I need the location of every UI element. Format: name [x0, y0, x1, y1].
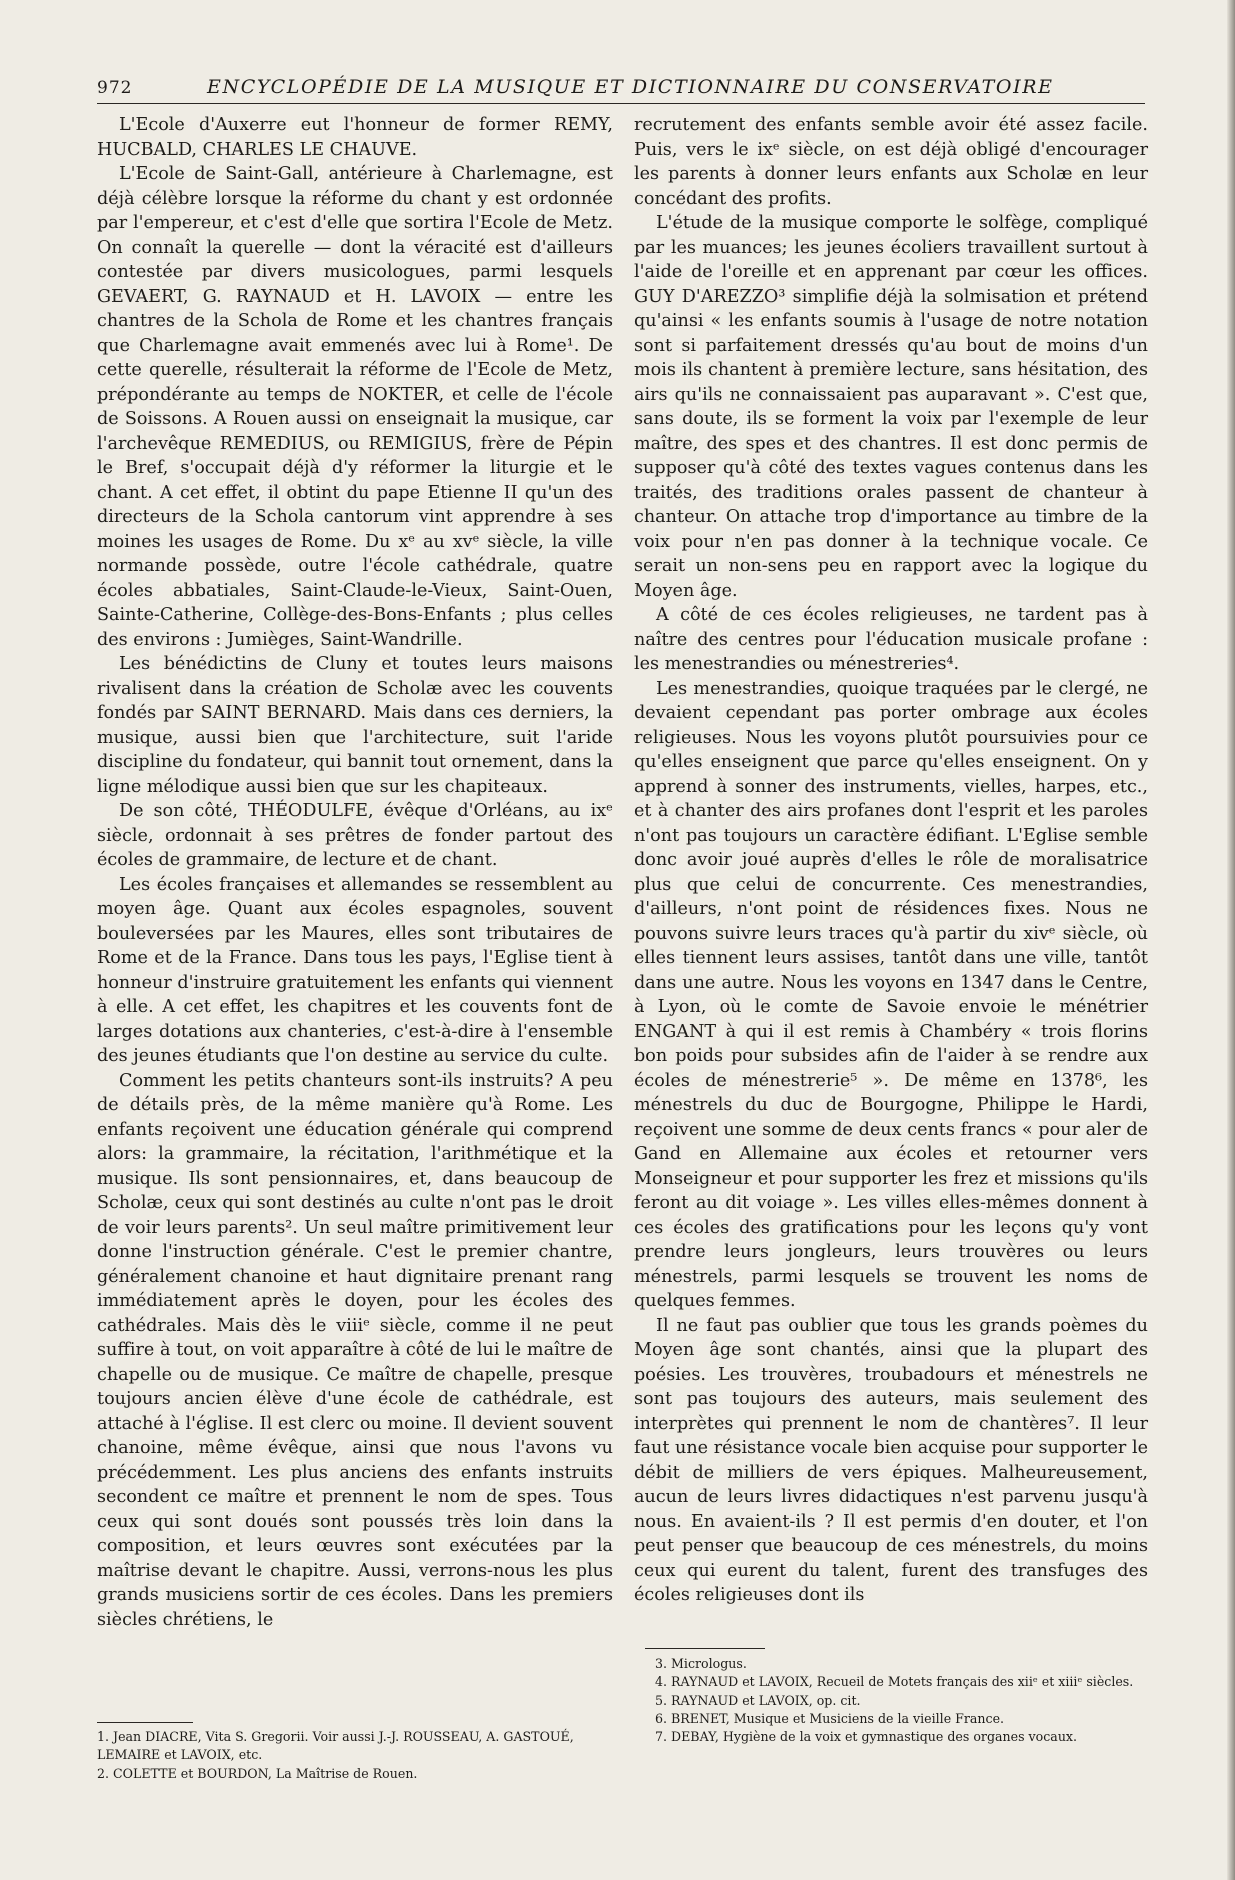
footnote-1: 1. Jean DIACRE, Vita S. Gregorii. Voir aussi J.-J. ROUSSEAU, A. GASTOUÉ, LEMAIRE et LAVOIX, etc.: [97, 1729, 574, 1763]
right-column: [634, 113, 1148, 1608]
page-header: [97, 72, 1147, 104]
right-paragraph-5: Il ne faut pas oublier que tous les grands poèmes du Moyen âge sont chantés, ainsi que la plupart des poésies. Les trouvères, troubadours et ménestrels ne sont pas toujours des auteurs, mais seulement des interprètes qui prennent le nom de chantères⁷. Il leur faut une résistance vocale bien acquise pour supporter le débit de milliers de vers épiques. Malheureusement, aucun de leurs livres didactiques n'est parvenu jusqu'à nous. En avaient-ils ? Il est permis d'en douter, et l'on peut penser que beaucoup de ces ménestrels, du moins ceux qui eurent du talent, furent des transfuges des écoles religieuses dont ils: [634, 1315, 1148, 1605]
right-paragraph-4: Les menestrandies, quoique traquées par le clergé, ne devaient cependant pas porter ombrage aux écoles religieuses. Nous les voyons plutôt poursuivies pour ce qu'elles enseignent que parce qu'elles enseignent. On y apprend à sonner des instruments, vielles, harpes, etc., et à chanter des airs profanes dont l'esprit et les paroles n'ont pas toujours un caractère édifiant. L'Eglise semble donc avoir joué auprès d'elles le rôle de moralisatrice plus que celui de concurrente. Ces menestrandies, d'ailleurs, n'ont point de résidences fixes. Nous ne pouvons suivre leurs traces qu'à partir du xivᵉ siècle, où elles tiennent leurs assises, tantôt dans une ville, tantôt dans une autre. Nous les voyons en 1347 dans le Centre, à Lyon, où le comte de Savoie envoie le ménétrier ENGANT à qui il est remis à Chambéry « trois florins bon poids pour subsides afin de l'aider à se rendre aux écoles de ménestrerie⁵ ». De même en 1378⁶, les ménestrels du duc de Bourgogne, Philippe le Hardi, reçoivent une somme de deux cents francs « pour aler de Gand en Allemaine aux écoles et retourner vers Monseigneur et pour supporter les frez et missions qu'ils feront au dit voiage ». Les villes elles-mêmes donnent à ces écoles des gratifications pour les leçons qu'y vont prendre leurs jongleurs, leurs trouvères ou leurs ménestrels, parmi lesquels se trouvent les noms de quelques femmes.: [634, 678, 1148, 1311]
left-paragraph-4: De son côté, THÉODULFE, évêque d'Orléans, au ixᵉ siècle, ordonnait à ses prêtres de fonder partout des écoles de grammaire, de lecture et de chant.: [97, 801, 613, 870]
footnote-2: 2. COLETTE et BOURDON, La Maîtrise de Rouen.: [97, 1765, 418, 1781]
page-number: 972: [97, 78, 133, 98]
footnote-5: 5. RAYNAUD et LAVOIX, op. cit.: [655, 1692, 861, 1708]
footnotes-left: [97, 1728, 617, 1783]
footnote-4: 4. RAYNAUD et LAVOIX, Recueil de Motets français des xiiᵉ et xiiiᵉ siècles.: [655, 1674, 1134, 1690]
footnote-rule-left: [97, 1722, 193, 1723]
footnote-rule-right: [645, 1648, 765, 1649]
right-paragraph-1: recrutement des enfants semble avoir été assez facile. Puis, vers le ixᵉ siècle, on est déjà obligé d'encourager les parents à donner leurs enfants aux Scholæ en leur concédant des profits.: [634, 115, 1148, 209]
footnotes-right: [655, 1655, 1155, 1746]
running-title: ENCYCLOPÉDIE DE LA MUSIQUE ET DICTIONNAIRE DU CONSERVATOIRE: [207, 76, 1054, 98]
footnote-6: 6. BRENET, Musique et Musiciens de la vieille France.: [655, 1710, 1005, 1726]
left-paragraph-1: L'Ecole d'Auxerre eut l'honneur de former REMY, HUCBALD, CHARLES LE CHAUVE.: [97, 115, 613, 160]
left-paragraph-6: Comment les petits chanteurs sont-ils instruits? A peu de détails près, de la même manière qu'à Rome. Les enfants reçoivent une éducation générale qui comprend alors: la grammaire, la récitation, l'arithmétique et la musique. Ils sont pensionnaires, et, dans beaucoup de Scholæ, ceux qui sont destinés au culte n'ont pas le droit de voir leurs parents². Un seul maître primitivement leur donne l'instruction générale. C'est le premier chantre, généralement chanoine et haut dignitaire prenant rang immédiatement après le doyen, pour les écoles des cathédrales. Mais dès le viiiᵉ siècle, comme il ne peut suffire à tout, on voit apparaître à côté de lui le maître de chapelle ou de musique. Ce maître de chapelle, presque toujours ancien élève d'une école de cathédrale, est attaché à l'église. Il est clerc ou moine. Il devient souvent chanoine, même évêque, ainsi que nous l'avons vu précédemment. Les plus anciens des enfants instruits secondent ce maître et prennent le nom de spes. Tous ceux qui sont doués sont poussés très loin dans la composition, et leurs œuvres sont exécutées par la maîtrise devant le chapitre. Aussi, verrons-nous les plus grands musiciens sortir de ces écoles. Dans les premiers siècles chrétiens, le: [97, 1070, 613, 1630]
page-edge-shadow: [1227, 0, 1235, 1880]
right-paragraph-2: L'étude de la musique comporte le solfège, compliqué par les muances; les jeunes écoliers travaillent surtout à l'aide de l'oreille et en apprenant par cœur les offices. GUY D'AREZZO³ simplifie déjà la solmisation et prétend qu'ainsi « les enfants soumis à l'usage de notre notation sont si parfaitement dressés qu'au bout de moins d'un mois ils chantent à première lecture, sans hésitation, des airs qu'ils ne connaissaient pas auparavant ». C'est que, sans doute, ils se forment la voix par l'exemple de leur maître, des spes et des chantres. Il est donc permis de supposer qu'à côté des textes vagues contenus dans les traités, des traditions orales passent de chanteur à chanteur. On attache trop d'importance au timbre de la voix pour n'en pas donner à la technique vocale. Ce serait un non-sens peu en rapport avec la logique du Moyen âge.: [634, 213, 1148, 601]
footnote-3: 3. Micrologus.: [655, 1656, 747, 1671]
header-rule: [97, 103, 1145, 104]
left-paragraph-3: Les bénédictins de Cluny et toutes leurs maisons rivalisent dans la création de Scholæ avec les couvents fondés par SAINT BERNARD. Mais dans ces derniers, la musique, aussi bien que l'architecture, suit l'aride discipline du fondateur, qui bannit tout ornement, dans la ligne mélodique aussi bien que sur les chapiteaux.: [97, 654, 613, 797]
left-column: [97, 113, 613, 1632]
footnote-7: 7. DEBAY, Hygiène de la voix et gymnastique des organes vocaux.: [655, 1729, 1078, 1745]
left-paragraph-5: Les écoles françaises et allemandes se ressemblent au moyen âge. Quant aux écoles espagnoles, souvent bouleversées par les Maures, elles sont tributaires de Rome et de la France. Dans tous les pays, l'Eglise tient à honneur d'instruire gratuitement les enfants qui viennent à elle. A cet effet, les chapitres et les couvents font de larges dotations aux chanteries, c'est-à-dire à l'ensemble des jeunes étudiants que l'on destine au service du culte.: [97, 874, 613, 1066]
left-paragraph-2: L'Ecole de Saint-Gall, antérieure à Charlemagne, est déjà célèbre lorsque la réforme du chant y est ordonnée par l'empereur, et c'est d'elle que sortira l'Ecole de Metz. On connaît la querelle — dont la véracité est d'ailleurs contestée par divers musicologues, parmi lesquels GEVAERT, G. RAYNAUD et H. LAVOIX — entre les chantres de la Schola de Rome et les chantres français que Charlemagne avait emmenés avec lui à Rome¹. De cette querelle, résulterait la réforme de l'Ecole de Metz, prépondérante au temps de NOKTER, et celle de l'école de Soissons. A Rouen aussi on enseignait la musique, car l'archevêque REMEDIUS, ou REMIGIUS, frère de Pépin le Bref, s'occupait déjà d'y réformer la liturgie et le chant. A cet effet, il obtint du pape Etienne II qu'un des directeurs de la Schola cantorum vint apprendre à ses moines les usages de Rome. Du xᵉ au xvᵉ siècle, la ville normande possède, outre l'école cathédrale, quatre écoles abbatiales, Saint-Claude-le-Vieux, Saint-Ouen, Sainte-Catherine, Collège-des-Bons-Enfants ; plus celles des environs : Jumièges, Saint-Wandrille.: [97, 164, 613, 650]
right-paragraph-3: A côté de ces écoles religieuses, ne tardent pas à naître des centres pour l'éducation musicale profane : les menestrandies ou ménestreries⁴.: [634, 605, 1148, 674]
